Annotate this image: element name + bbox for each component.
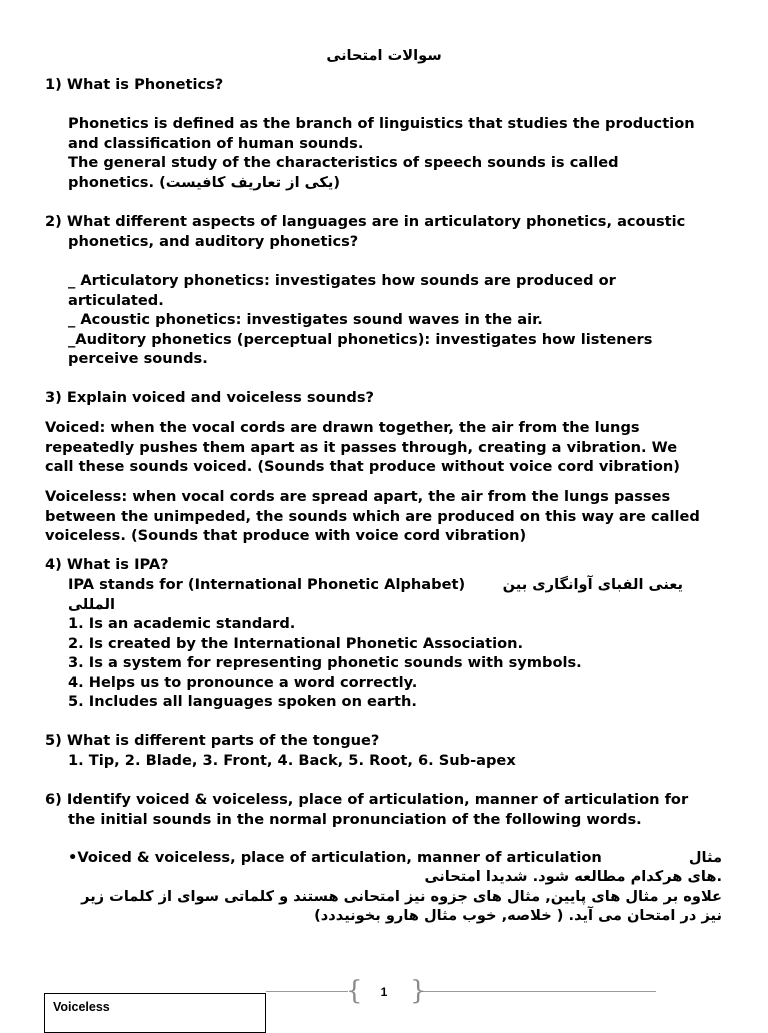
text-line: _ Articulatory phonetics: investigates how sounds are produced or <box>68 272 616 289</box>
list-item: 4. Helps us to pronounce a word correctly. <box>68 673 418 691</box>
text-line: Voiced: when the vocal cords are drawn together, the air from the lungs <box>45 419 640 436</box>
text-line: Voiceless: when vocal cords are spread apart, the air from the lungs passes <box>45 488 671 505</box>
ipa-persian-translation-cont: المللی <box>68 596 115 613</box>
footer-rule-left <box>266 991 348 992</box>
ipa-persian-translation: یعنی الفبای آوانگاری بین <box>502 576 683 593</box>
question-2 <box>45 212 685 251</box>
list-item: 5. Includes all languages spoken on earth. <box>68 693 417 711</box>
list-item: 2. Is created by the International Phonetic Association. <box>68 634 524 652</box>
question-4: 4) What is IPA? <box>45 556 169 573</box>
list-item: 3. Is a system for representing phonetic sounds with symbols. <box>68 654 582 672</box>
text-line: Phonetics is defined as the branch of linguistics that studies the production <box>68 115 695 132</box>
text-line: voiceless. (Sounds that produce with voice cord vibration) <box>45 527 527 545</box>
page-title: سوالات امتحانی <box>326 47 442 64</box>
list-item: 1. Is an academic standard. <box>68 615 296 632</box>
text-line: repeatedly pushes them apart as it passes through, creating a vibration. We <box>45 438 678 456</box>
text-line: perceive sounds. <box>68 350 208 368</box>
text-line: call these sounds voiced. (Sounds that produce without voice cord vibration) <box>45 458 680 476</box>
text-line: نیز در امتحان می آید. ( خلاصه, خوب مثال هارو بخونیددد) <box>314 907 722 925</box>
text-line: the initial sounds in the normal pronunciation of the following words. <box>68 810 642 828</box>
text-line: The general study of the characteristics of speech sounds is called <box>68 154 619 172</box>
table-cell-label: Voiceless <box>53 1000 110 1014</box>
question-1: 1) What is Phonetics? <box>45 76 224 93</box>
right-brace-icon: } <box>410 976 427 1006</box>
left-brace-icon: { <box>346 976 363 1006</box>
question-3: 3) Explain voiced and voiceless sounds? <box>45 389 374 406</box>
text-line: .های هرکدام مطالعه شود. شدیدا امتحانی <box>424 868 722 885</box>
answer-5: 1. Tip, 2. Blade, 3. Front, 4. Back, 5. Root, 6. Sub-apex <box>68 752 516 769</box>
text-line: articulated. <box>68 291 164 309</box>
footer-rule-right <box>420 991 656 992</box>
question-6 <box>45 790 688 829</box>
text-line: 2) What different aspects of languages are in articulatory phonetics, acoustic <box>45 213 686 230</box>
ipa-list <box>68 614 582 712</box>
text-line: and classification of human sounds. <box>68 134 364 152</box>
text-line: between the unimpeded, the sounds which are produced on this way are called <box>45 507 700 525</box>
answer-2 <box>68 271 652 369</box>
page-number: 1 <box>380 985 388 999</box>
voiceless-paragraph <box>45 487 700 546</box>
answer-1 <box>68 114 695 192</box>
table-cell <box>44 993 266 1033</box>
text-line: علاوه بر مثال های پایین, مثال های جزوه نیز امتحانی هستند و کلماتی سوای از کلمات زیر <box>81 887 722 905</box>
question-5: 5) What is different parts of the tongue? <box>45 732 380 749</box>
persian-note <box>45 867 722 926</box>
text-line: phonetics. (یکی از تعاریف کافیست) <box>68 173 341 191</box>
bullet-persian: مثال <box>688 849 722 866</box>
bullet-line: •Voiced & voiceless, place of articulation, manner of articulation <box>68 849 602 866</box>
text-line: 6) Identify voiced & voiceless, place of articulation, manner of articulation for <box>45 791 689 808</box>
text-line: phonetics, and auditory phonetics? <box>68 232 359 250</box>
text-line: _ Acoustic phonetics: investigates sound waves in the air. <box>68 311 543 329</box>
voiced-paragraph <box>45 418 680 477</box>
text-line: _Auditory phonetics (perceptual phonetics): investigates how listeners <box>68 330 653 348</box>
ipa-definition: IPA stands for (International Phonetic Alphabet) <box>68 576 466 593</box>
